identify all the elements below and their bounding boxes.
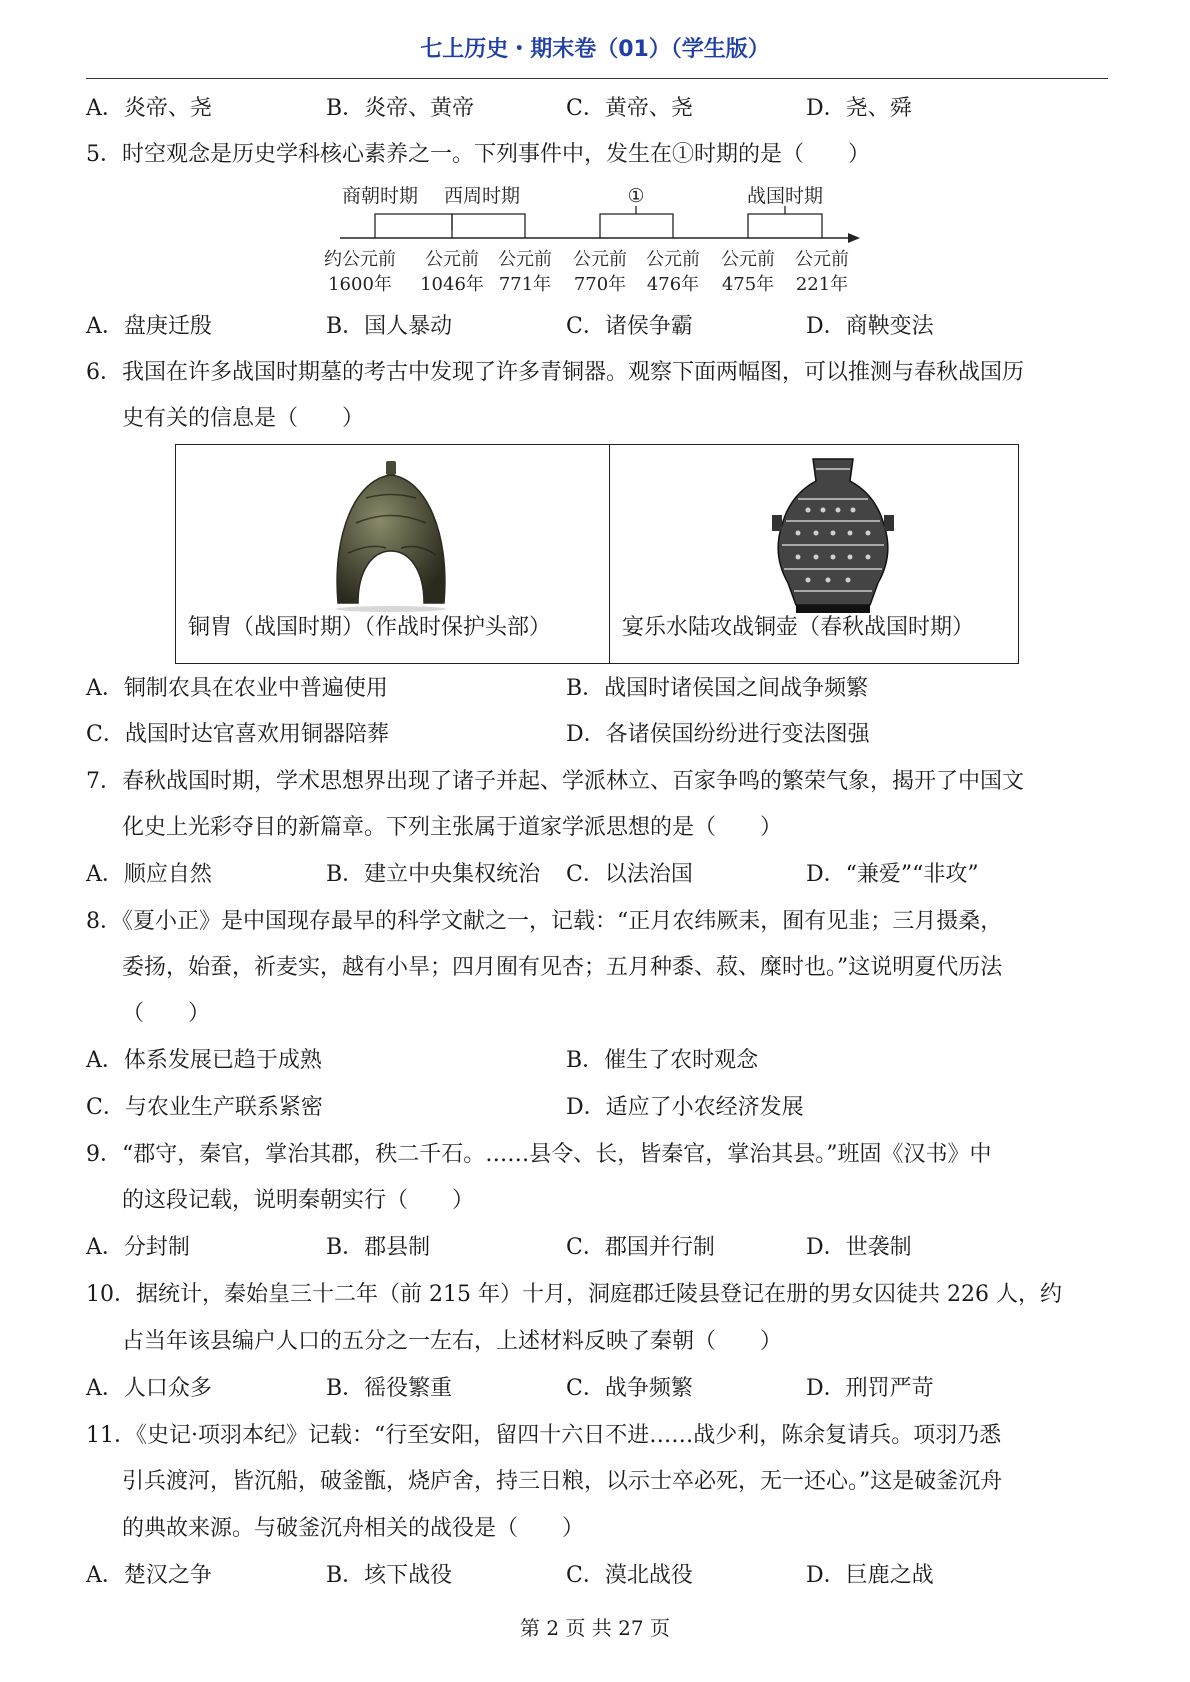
q7-option-b: B．建立中央集权统治 bbox=[326, 862, 541, 887]
q7-stem-line1: 7．春秋战国时期，学术思想界出现了诸子并起、学派林立、百家争鸣的繁荣气象，揭开了中国文 bbox=[86, 769, 1025, 794]
period-bracket-xizhou bbox=[452, 214, 525, 230]
q11-stem-line1: 11．《史记·项羽本纪》记载：“行至安阳，留四十六日不进……战少利，陈余复请兵。项羽乃悉 bbox=[86, 1423, 1002, 1448]
q9-stem-line2: 的这段记载，说明秦朝实行（ ） bbox=[122, 1188, 475, 1213]
q5-timeline-diagram bbox=[320, 186, 870, 296]
q5-option-b: B．国人暴动 bbox=[326, 314, 453, 339]
q8-option-d: D．适应了小农经济发展 bbox=[566, 1095, 804, 1120]
q10-stem-line2: 占当年该县编户人口的五分之一左右，上述材料反映了秦朝（ ） bbox=[122, 1329, 783, 1354]
q8-stem-line3: （ ） bbox=[122, 1001, 211, 1026]
q7-option-c: C．以法治国 bbox=[566, 862, 693, 887]
q7-option-d: D．“兼爱”“非攻” bbox=[806, 862, 979, 887]
q4-option-b: B．炎帝、黄帝 bbox=[326, 96, 475, 121]
period-label-1: ① bbox=[627, 186, 645, 207]
page-footer: 第 2 页 共 27 页 bbox=[520, 1616, 670, 1640]
q11-stem-line2: 引兵渡河，皆沉船，破釜甑，烧庐舍，持三日粮，以示士卒必死，无一还心。”这是破釜沉舟 bbox=[122, 1469, 1003, 1494]
year-label-top: 公元前 bbox=[573, 249, 627, 270]
q9-option-b: B．郡县制 bbox=[326, 1235, 431, 1260]
period-bracket-zhanguo bbox=[748, 214, 822, 230]
q4-option-a: A．炎帝、尧 bbox=[86, 96, 212, 121]
q11-option-d: D．巨鹿之战 bbox=[806, 1563, 934, 1588]
year-label-top: 公元前 bbox=[425, 249, 479, 270]
q9-stem-line1: 9．“郡守，秦官，掌治其郡，秩二千石。……县令、长，皆秦官，掌治其县。”班固《汉书》中 bbox=[86, 1142, 992, 1167]
q6-caption-helmet: 铜胄（战国时期）（作战时保护头部） bbox=[188, 615, 552, 640]
q6-option-c: C．战国时达官喜欢用铜器陪葬 bbox=[86, 722, 389, 747]
period-label-shang: 商朝时期 bbox=[341, 186, 419, 207]
q11-option-c: C．漠北战役 bbox=[566, 1563, 693, 1588]
q9-option-c: C．郡国并行制 bbox=[566, 1235, 715, 1260]
period-label-xizhou: 西周时期 bbox=[443, 186, 521, 207]
year-label-top: 公元前 bbox=[646, 249, 700, 270]
q8-option-b: B．催生了农时观念 bbox=[566, 1048, 759, 1073]
year-label-bottom: 1046年 bbox=[420, 274, 484, 295]
year-label-bottom: 1600年 bbox=[328, 274, 392, 295]
q5-option-a: A．盘庚迁殷 bbox=[86, 314, 212, 339]
q8-stem-line1: 8．《夏小正》是中国现存最早的科学文献之一，记载：“正月农纬厥耒，囿有见韭；三月摄桑， bbox=[86, 909, 1003, 934]
year-label-bottom: 770年 bbox=[573, 274, 627, 295]
period-bracket-shang bbox=[375, 214, 452, 230]
q11-stem-line3: 的典故来源。与破釜沉舟相关的战役是（ ） bbox=[122, 1516, 585, 1541]
q8-option-c: C．与农业生产联系紧密 bbox=[86, 1095, 323, 1120]
bronze-helmet-image bbox=[326, 453, 456, 613]
year-label-top: 公元前 bbox=[721, 249, 775, 270]
q9-option-d: D．世袭制 bbox=[806, 1235, 912, 1260]
q10-option-a: A．人口众多 bbox=[86, 1376, 212, 1401]
q10-option-c: C．战争频繁 bbox=[566, 1376, 693, 1401]
q8-option-a: A．体系发展已趋于成熟 bbox=[86, 1048, 322, 1073]
q10-stem-line1: 10．据统计，秦始皇三十二年（前 215 年）十月，洞庭郡迁陵县登记在册的男女囚徒共 226 人，约 bbox=[86, 1282, 1062, 1307]
q5-option-c: C．诸侯争霸 bbox=[566, 314, 693, 339]
year-label-top: 公元前 bbox=[795, 249, 849, 270]
q7-stem-line2: 化史上光彩夺目的新篇章。下列主张属于道家学派思想的是（ ） bbox=[122, 815, 783, 840]
timeline-arrow-icon bbox=[848, 233, 860, 243]
q6-option-b: B．战国时诸侯国之间战争频繁 bbox=[566, 676, 869, 701]
q11-option-b: B．垓下战役 bbox=[326, 1563, 453, 1588]
q6-image-table bbox=[175, 444, 1019, 664]
q6-stem-line2: 史有关的信息是（ ） bbox=[122, 406, 365, 431]
year-label-top: 公元前 bbox=[498, 249, 552, 270]
q4-option-c: C．黄帝、尧 bbox=[566, 96, 693, 121]
q6-stem-line1: 6．我国在许多战国时期墓的考古中发现了许多青铜器。观察下面两幅图，可以推测与春秋战国历 bbox=[86, 360, 1025, 385]
q8-stem-line2: 委扬，始蚕，祈麦实，越有小旱；四月囿有见杏；五月种黍、菽、糜时也。”这说明夏代历法 bbox=[122, 955, 1003, 980]
q4-option-d: D．尧、舜 bbox=[806, 96, 912, 121]
q11-option-a: A．楚汉之争 bbox=[86, 1563, 212, 1588]
year-label-bottom: 476年 bbox=[646, 274, 700, 295]
q10-option-d: D．刑罚严苛 bbox=[806, 1376, 934, 1401]
q6-caption-pot: 宴乐水陆攻战铜壶（春秋战国时期） bbox=[622, 615, 975, 640]
year-label-bottom: 475年 bbox=[721, 274, 775, 295]
q10-option-b: B．徭役繁重 bbox=[326, 1376, 453, 1401]
period-label-zhanguo: 战国时期 bbox=[746, 186, 824, 207]
q7-option-a: A．顺应自然 bbox=[86, 862, 212, 887]
period-bracket-1 bbox=[600, 214, 673, 230]
page-header-title: 七上历史・期末卷（01）（学生版） bbox=[420, 37, 770, 62]
q9-option-a: A．分封制 bbox=[86, 1235, 190, 1260]
q5-stem: 5．时空观念是历史学科核心素养之一。下列事件中，发生在①时期的是（ ） bbox=[86, 142, 870, 167]
q5-option-d: D．商鞅变法 bbox=[806, 314, 934, 339]
bronze-pot-image bbox=[758, 455, 908, 615]
year-label-bottom: 771年 bbox=[498, 274, 552, 295]
image-table-divider bbox=[609, 445, 610, 663]
q6-option-d: D．各诸侯国纷纷进行变法图强 bbox=[566, 722, 870, 747]
header-divider bbox=[86, 78, 1108, 79]
year-label-top: 约公元前 bbox=[324, 249, 396, 270]
year-label-bottom: 221年 bbox=[795, 274, 849, 295]
q6-option-a: A．铜制农具在农业中普遍使用 bbox=[86, 676, 388, 701]
